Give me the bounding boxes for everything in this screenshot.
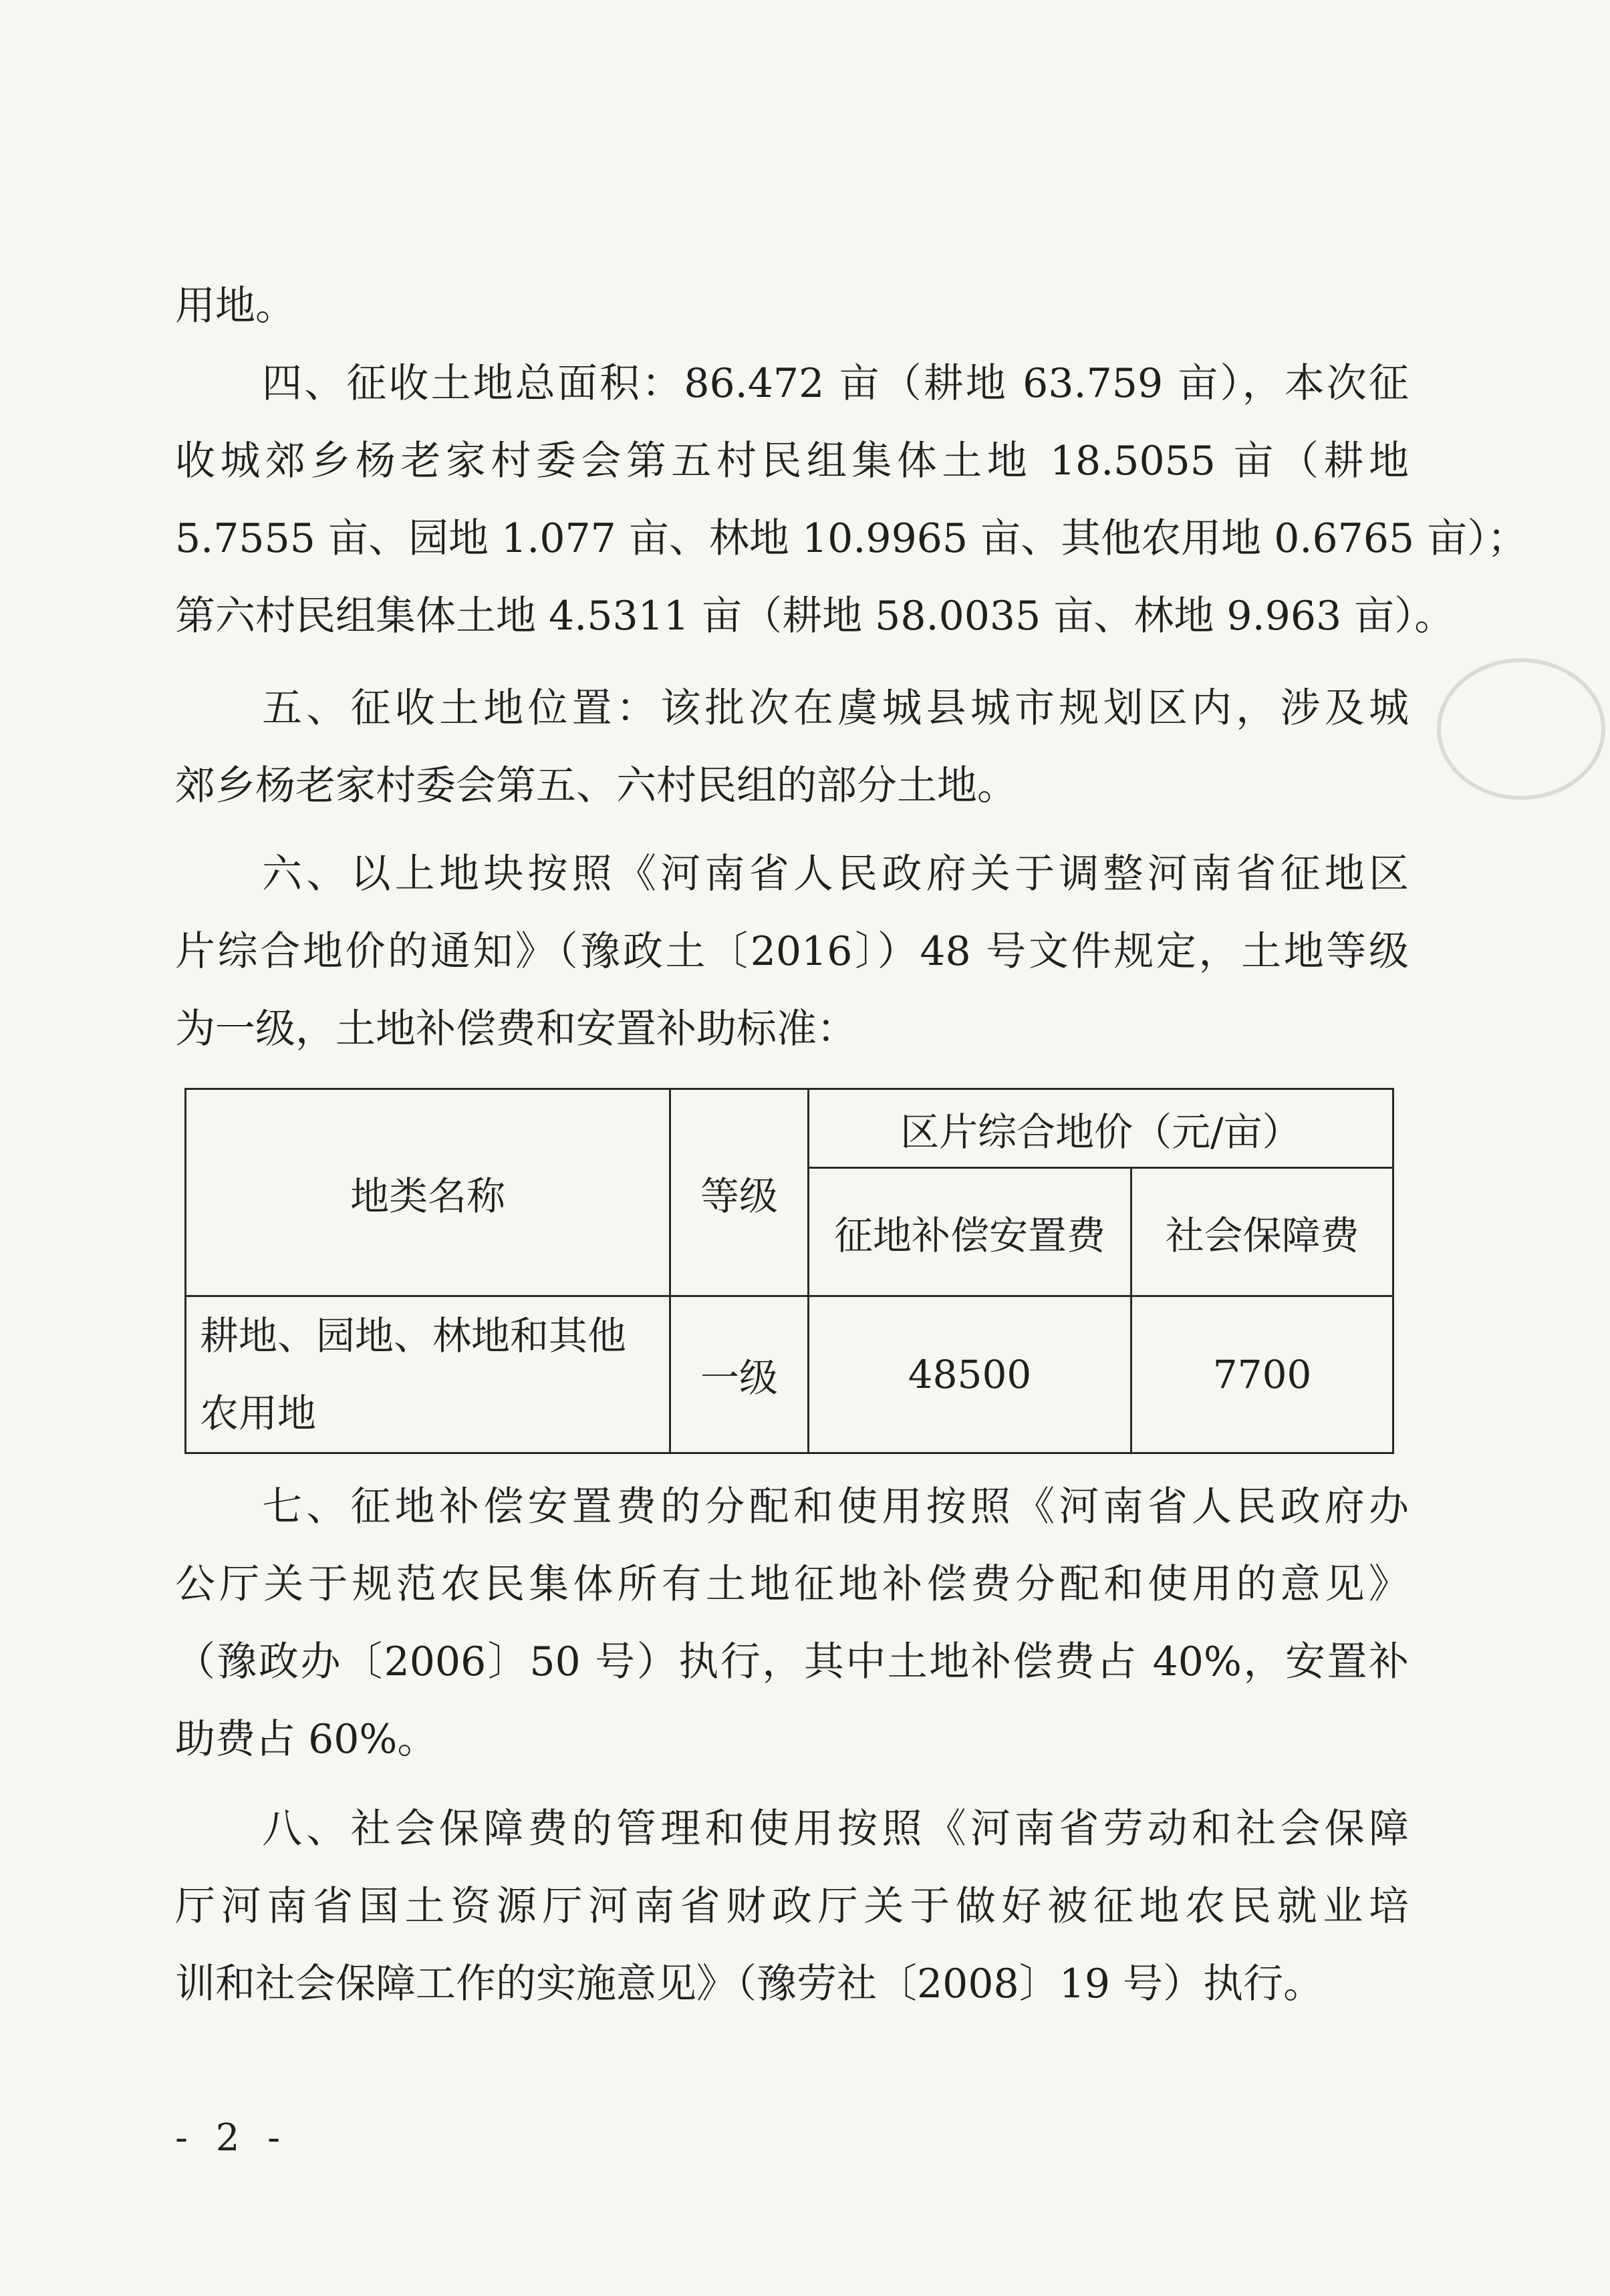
body-line: 用地。 <box>175 283 295 329</box>
header-social: 社会保障费 <box>1131 1168 1393 1296</box>
body-line: 助费占 60%。 <box>175 1716 438 1763</box>
cell-social: 7700 <box>1131 1296 1393 1453</box>
land-price-table <box>184 1088 1394 1454</box>
body-line: 郊乡杨老家村委会第五、六村民组的部分土地。 <box>175 762 1017 809</box>
body-line: 五、征收土地位置：该批次在虞城县城市规划区内，涉及城 <box>262 685 1409 732</box>
body-line: 七、征地补偿安置费的分配和使用按照《河南省人民政府办 <box>262 1483 1409 1530</box>
cell-compensation: 48500 <box>808 1296 1131 1453</box>
body-line: 为一级，土地补偿费和安置补助标准： <box>175 1006 857 1052</box>
header-land-type: 地类名称 <box>186 1089 670 1296</box>
cell-grade: 一级 <box>670 1296 809 1453</box>
body-line: 厅河南省国土资源厅河南省财政厅关于做好被征地农民就业培 <box>175 1883 1409 1930</box>
body-line: 训和社会保障工作的实施意见》（豫劳社〔2008〕19 号）执行。 <box>175 1961 1324 2007</box>
body-line: 六、以上地块按照《河南省人民政府关于调整河南省征地区 <box>262 851 1409 897</box>
page-number: - 2 - <box>175 2116 289 2160</box>
body-line: 公厅关于规范农民集体所有土地征地补偿费分配和使用的意见》 <box>175 1561 1409 1608</box>
body-line: 八、社会保障费的管理和使用按照《河南省劳动和社会保障 <box>262 1806 1409 1852</box>
body-line: 5.7555 亩、园地 1.077 亩、林地 10.9965 亩、其他农用地 0.6765 亩）； <box>175 515 1528 562</box>
paper-stain <box>1437 658 1605 800</box>
land-types-line: 耕地、园地、林地和其他 <box>200 1313 627 1358</box>
body-line: （豫政办〔2006〕50 号）执行，其中土地补偿费占 40%，安置补 <box>175 1638 1409 1685</box>
body-line: 收城郊乡杨老家村委会第五村民组集体土地 18.5055 亩（耕地 <box>175 438 1409 484</box>
body-line: 片综合地价的通知》（豫政土〔2016〕）48 号文件规定，土地等级 <box>175 928 1409 975</box>
header-grade: 等级 <box>670 1089 809 1296</box>
body-line: 第六村民组集体土地 4.5311 亩（耕地 58.0035 亩、林地 9.963 亩）。 <box>175 593 1455 639</box>
cell-land-types <box>186 1296 670 1453</box>
body-line: 四、征收土地总面积：86.472 亩（耕地 63.759 亩），本次征 <box>262 360 1409 407</box>
header-price-group: 区片综合地价（元/亩） <box>808 1089 1393 1168</box>
land-types-line: 农用地 <box>200 1391 317 1436</box>
header-compensation: 征地补偿安置费 <box>808 1168 1131 1296</box>
table-row <box>186 1296 1393 1453</box>
